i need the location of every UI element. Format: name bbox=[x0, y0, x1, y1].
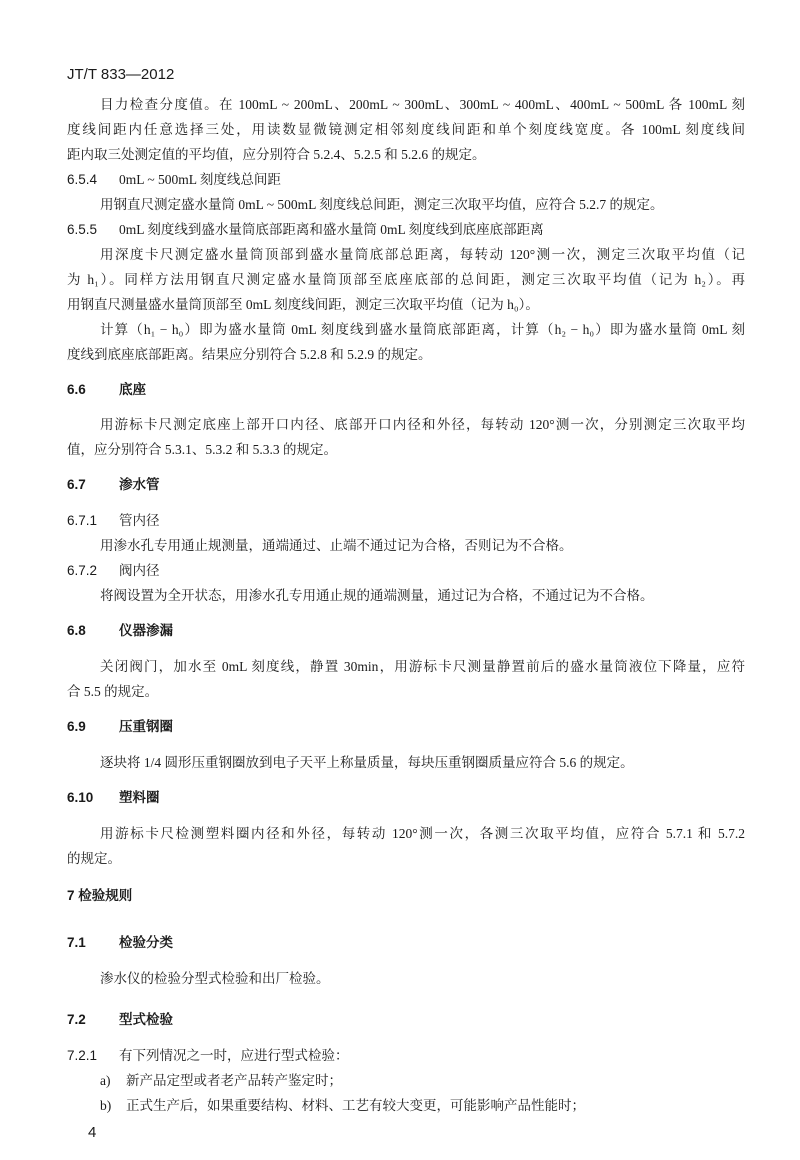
paragraph-line: 用游标卡尺检测塑料圈内径和外径，每转动 120°测一次，各测三次取平均值，应符合 5.7.1 和 5.7.2 bbox=[100, 826, 745, 841]
section-title: 0mL ~ 500mL 刻度线总间距 bbox=[119, 172, 281, 187]
paragraph-line: 用渗水孔专用通止规测量，通端通过、止端不通过记为合格，否则记为不合格。 bbox=[100, 538, 573, 553]
section-title: 检验分类 bbox=[119, 935, 173, 950]
paragraph-line: 度线间距内任意选择三处，用读数显微镜测定相邻刻度线间距和单个刻度线宽度。各 100mL 刻度线间 bbox=[67, 122, 745, 137]
heading-6-7 bbox=[67, 476, 745, 494]
section-number: 6.7.2 bbox=[67, 563, 98, 578]
list-item bbox=[100, 1097, 745, 1115]
paragraph-line: 合 5.5 的规定。 bbox=[67, 684, 159, 699]
section-number: 7.1 bbox=[67, 935, 86, 950]
section-title: 管内径 bbox=[119, 513, 160, 528]
heading-6-10 bbox=[67, 789, 745, 807]
heading-6-9 bbox=[67, 718, 745, 736]
section-number: 6.6 bbox=[67, 382, 86, 397]
heading-6-5-5 bbox=[67, 221, 745, 239]
list-label: a) bbox=[100, 1073, 111, 1088]
paragraph-line: 渗水仪的检验分型式检验和出厂检验。 bbox=[100, 971, 330, 986]
section-title: 仪器渗漏 bbox=[119, 623, 173, 638]
heading-6-5-4 bbox=[67, 171, 745, 189]
paragraph-line: 逐块将 1/4 圆形压重钢圈放到电子天平上称量质量，每块压重钢圈质量应符合 5.6 的规定。 bbox=[100, 755, 634, 770]
section-number: 6.5.4 bbox=[67, 172, 98, 187]
page-number: 4 bbox=[88, 1124, 97, 1141]
paragraph-line: 为 h₁）。同样方法用钢直尺测定盛水量筒顶部至底座底部的总间距，测定三次取平均值（记为 h₂）。再 bbox=[67, 272, 745, 287]
heading-7-2-1 bbox=[67, 1047, 745, 1065]
section-title: 阀内径 bbox=[119, 563, 160, 578]
section-title: 渗水管 bbox=[119, 477, 160, 492]
section-number: 6.7.1 bbox=[67, 513, 98, 528]
list-text: 新产品定型或者老产品转产鉴定时； bbox=[126, 1073, 342, 1088]
paragraph-line: 将阀设置为全开状态，用渗水孔专用通止规的通端测量，通过记为合格，不通过记为不合格。 bbox=[100, 588, 654, 603]
list-item bbox=[100, 1072, 745, 1090]
paragraph-line: 用钢直尺测定盛水量筒 0mL ~ 500mL 刻度线总间距，测定三次取平均值，应符合 5.2.7 的规定。 bbox=[100, 197, 664, 212]
heading-6-7-1 bbox=[67, 512, 745, 530]
section-number: 6.5.5 bbox=[67, 222, 98, 237]
paragraph-line: 用深度卡尺测定盛水量筒顶部到盛水量筒底部总距离，每转动 120°测一次，测定三次取平均值（记 bbox=[100, 247, 745, 262]
paragraph-line: 计算（h₁ − h₀）即为盛水量筒 0mL 刻度线到盛水量筒底部距离，计算（h₂ − h₀）即为盛水量筒 0mL 刻 bbox=[100, 322, 745, 337]
section-number: 7.2.1 bbox=[67, 1048, 98, 1063]
section-number: 6.8 bbox=[67, 623, 86, 638]
paragraph-line: 度线到底座底部距离。结果应分别符合 5.2.8 和 5.2.9 的规定。 bbox=[67, 347, 432, 362]
paragraph-line: 目力检查分度值。在 100mL ~ 200mL、200mL ~ 300mL、300mL ~ 400mL、400mL ~ 500mL 各 100mL 刻 bbox=[100, 97, 745, 112]
paragraph-line: 的规定。 bbox=[67, 851, 121, 866]
section-number: 6.9 bbox=[67, 719, 86, 734]
chapter-heading-7: 7 检验规则 bbox=[67, 888, 133, 903]
section-title: 有下列情况之一时，应进行型式检验： bbox=[119, 1048, 349, 1063]
heading-6-6 bbox=[67, 381, 745, 399]
list-text: 正式生产后，如果重要结构、材料、工艺有较大变更，可能影响产品性能时； bbox=[126, 1098, 585, 1113]
heading-7-2 bbox=[67, 1011, 745, 1029]
paragraph-line: 关闭阀门，加水至 0mL 刻度线，静置 30min，用游标卡尺测量静置前后的盛水量筒液位下降量，应符 bbox=[100, 659, 745, 674]
paragraph-line: 值，应分别符合 5.3.1、5.3.2 和 5.3.3 的规定。 bbox=[67, 442, 337, 457]
section-title: 0mL 刻度线到盛水量筒底部距离和盛水量筒 0mL 刻度线到底座底部距离 bbox=[119, 222, 544, 237]
section-number: 7.2 bbox=[67, 1012, 86, 1027]
section-number: 6.7 bbox=[67, 477, 86, 492]
section-number: 6.10 bbox=[67, 790, 94, 805]
paragraph-line: 用游标卡尺测定底座上部开口内径、底部开口内径和外径，每转动 120°测一次，分别测定三次取平均 bbox=[100, 417, 745, 432]
paragraph-line: 用钢直尺测量盛水量筒顶部至 0mL 刻度线间距，测定三次取平均值（记为 h₀）。 bbox=[67, 297, 539, 312]
section-title: 底座 bbox=[119, 382, 146, 397]
section-title: 型式检验 bbox=[119, 1012, 173, 1027]
heading-6-8 bbox=[67, 622, 745, 640]
section-title: 塑料圈 bbox=[119, 790, 160, 805]
document-header: JT/T 833—2012 bbox=[67, 66, 175, 83]
list-label: b) bbox=[100, 1098, 112, 1113]
paragraph-line: 距内取三处测定值的平均值，应分别符合 5.2.4、5.2.5 和 5.2.6 的规定。 bbox=[67, 147, 486, 162]
section-title: 压重钢圈 bbox=[119, 719, 173, 734]
heading-6-7-2 bbox=[67, 562, 745, 580]
heading-7-1 bbox=[67, 934, 745, 952]
